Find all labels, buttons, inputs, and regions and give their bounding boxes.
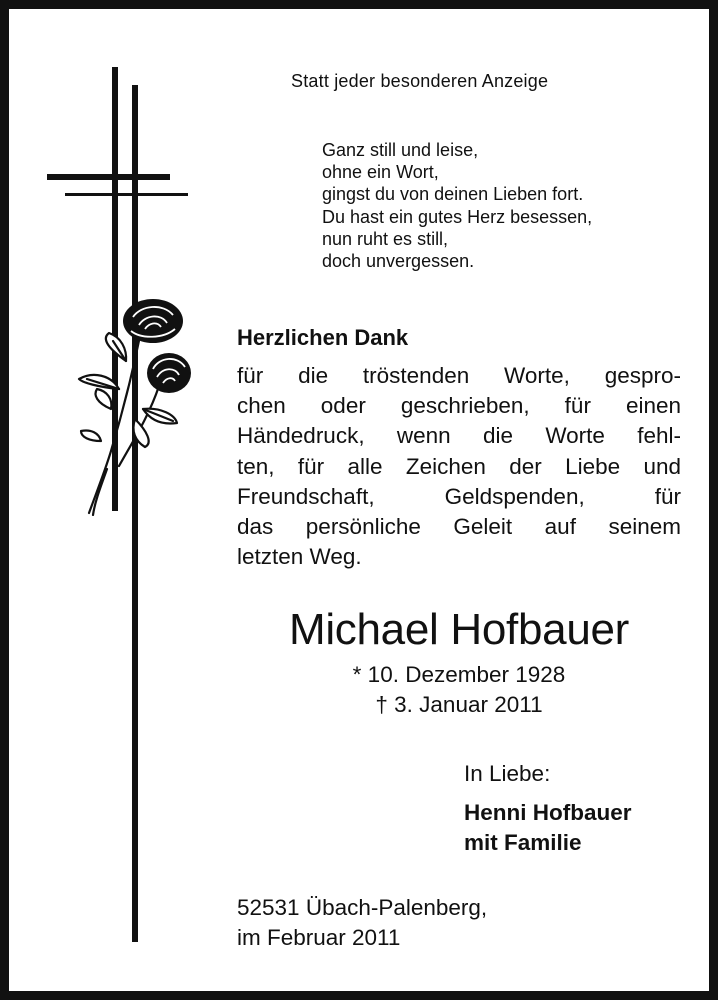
- death-date: † 3. Januar 2011: [375, 692, 543, 717]
- thanks-line: ten, für alle Zeichen der Liebe und: [237, 453, 681, 479]
- deceased-name: Michael Hofbauer: [288, 605, 630, 654]
- thanks-line: das persönliche Geleit auf seinem: [237, 513, 681, 539]
- thanks-title: Herzlichen Dank: [237, 325, 409, 350]
- thanks-line: Freundschaft, Geldspenden, für: [237, 483, 681, 509]
- poem-line: gingst du von deinen Lieben fort.: [322, 184, 584, 205]
- notice-header: Statt jeder besonderen Anzeige: [291, 71, 549, 91]
- poem-line: doch unvergessen.: [322, 251, 475, 272]
- date-line: im Februar 2011: [237, 925, 401, 950]
- poem-line: Ganz still und leise,: [322, 140, 479, 160]
- thanks-line: chen oder geschrieben, für einen: [237, 393, 681, 419]
- thanks-text: [237, 361, 681, 572]
- rose-icon: [71, 291, 203, 516]
- poem-line: Du hast ein gutes Herz besessen,: [322, 206, 593, 227]
- place-date: [237, 893, 487, 953]
- thanks-line: für die tröstenden Worte, gespro-: [237, 363, 681, 388]
- thanks-line: Händedruck, wenn die Worte fehl-: [237, 423, 681, 449]
- poem-line: nun ruht es still,: [322, 228, 449, 249]
- thanks-line: letzten Weg.: [237, 544, 362, 570]
- poem-line: ohne ein Wort,: [322, 162, 439, 183]
- signature-names: [464, 798, 632, 858]
- poem: [322, 139, 682, 272]
- birth-date: * 10. Dezember 1928: [352, 662, 566, 687]
- life-dates: [237, 660, 681, 720]
- signature-line: mit Familie: [464, 830, 582, 855]
- signature-intro: In Liebe:: [464, 761, 551, 786]
- signature-line: Henni Hofbauer: [464, 800, 632, 825]
- place-line: 52531 Übach-Palenberg,: [237, 895, 488, 920]
